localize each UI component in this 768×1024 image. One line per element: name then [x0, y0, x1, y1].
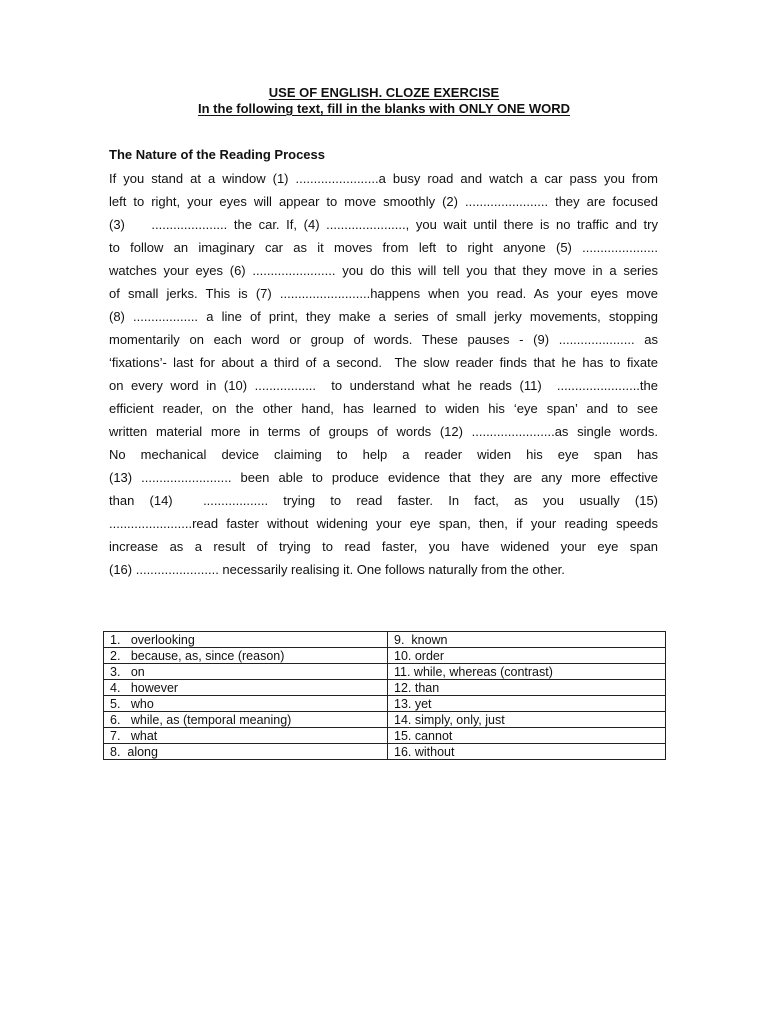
passage-line: (8) .................. a line of print, they make a series of small jerky movements, stopping [109, 309, 658, 324]
passage-line: (13) ......................... been able to produce evidence that they are any more effective [109, 470, 658, 485]
answer-cell-3: 3. on [104, 664, 388, 680]
table-row [104, 664, 666, 680]
table-row [104, 680, 666, 696]
passage-line: momentarily on each word or group of words. These pauses - (9) ..................... as [109, 332, 658, 347]
answer-cell-12: 12. than [388, 680, 666, 696]
answer-cell-1: 1. overlooking [104, 632, 388, 648]
title-block [0, 85, 768, 117]
answer-cell-8: 8. along [104, 744, 388, 760]
answer-cell-10: 10. order [388, 648, 666, 664]
answer-cell-4: 4. however [104, 680, 388, 696]
passage-line: efficient reader, on the other hand, has learned to widen his ‘eye span’ and to see [109, 401, 658, 416]
passage-line: written material more in terms of groups of words (12) .......................as single words. [109, 424, 658, 439]
answer-cell-7: 7. what [104, 728, 388, 744]
passage-line: to follow an imaginary car as it moves from left to right anyone (5) ..................... [109, 240, 658, 255]
exercise-title: USE OF ENGLISH. CLOZE EXERCISE [268, 85, 500, 100]
table-row [104, 728, 666, 744]
passage-line: than (14) .................. trying to read faster. In fact, as you usually (15) [109, 493, 658, 508]
table-row [104, 696, 666, 712]
answer-cell-5: 5. who [104, 696, 388, 712]
table-row [104, 632, 666, 648]
passage-line: on every word in (10) ................. to understand what he reads (11) .......................the [109, 378, 658, 393]
answer-cell-16: 16. without [388, 744, 666, 760]
answer-cell-6: 6. while, as (temporal meaning) [104, 712, 388, 728]
table-row [104, 744, 666, 760]
passage-line: If you stand at a window (1) .......................a busy road and watch a car pass you from [109, 171, 658, 186]
passage-line: left to right, your eyes will appear to move smoothly (2) ....................... they are focused [109, 194, 658, 209]
answer-cell-9: 9. known [388, 632, 666, 648]
passage-line: watches your eyes (6) ....................... you do this will tell you that they move in a series [109, 263, 658, 278]
answer-cell-14: 14. simply, only, just [388, 712, 666, 728]
passage-line: No mechanical device claiming to help a reader widen his eye span has [109, 447, 658, 462]
answer-cell-11: 11. while, whereas (contrast) [388, 664, 666, 680]
passage-line: (16) ....................... necessarily realising it. One follows naturally from the other. [109, 562, 565, 577]
passage-line: (3) ..................... the car. If, (4) ......................, you wait until there is no traffic and try [109, 217, 658, 232]
answer-cell-2: 2. because, as, since (reason) [104, 648, 388, 664]
passage-line: ‘fixations’- last for about a third of a second. The slow reader finds that he has to fixate [109, 355, 658, 370]
passage-line: of small jerks. This is (7) .........................happens when you read. As your eyes move [109, 286, 658, 301]
answer-cell-13: 13. yet [388, 696, 666, 712]
answer-cell-15: 15. cannot [388, 728, 666, 744]
passage-line: .......................read faster without widening your eye span, then, if your reading speeds [109, 516, 658, 531]
passage-heading: The Nature of the Reading Process [109, 147, 325, 162]
table-row [104, 648, 666, 664]
passage-text [109, 169, 658, 583]
answer-key-table [103, 631, 666, 760]
table-row [104, 712, 666, 728]
passage-line: increase as a result of trying to read faster, you have widened your eye span [109, 539, 658, 554]
exercise-instruction: In the following text, fill in the blanks with ONLY ONE WORD [198, 101, 570, 116]
